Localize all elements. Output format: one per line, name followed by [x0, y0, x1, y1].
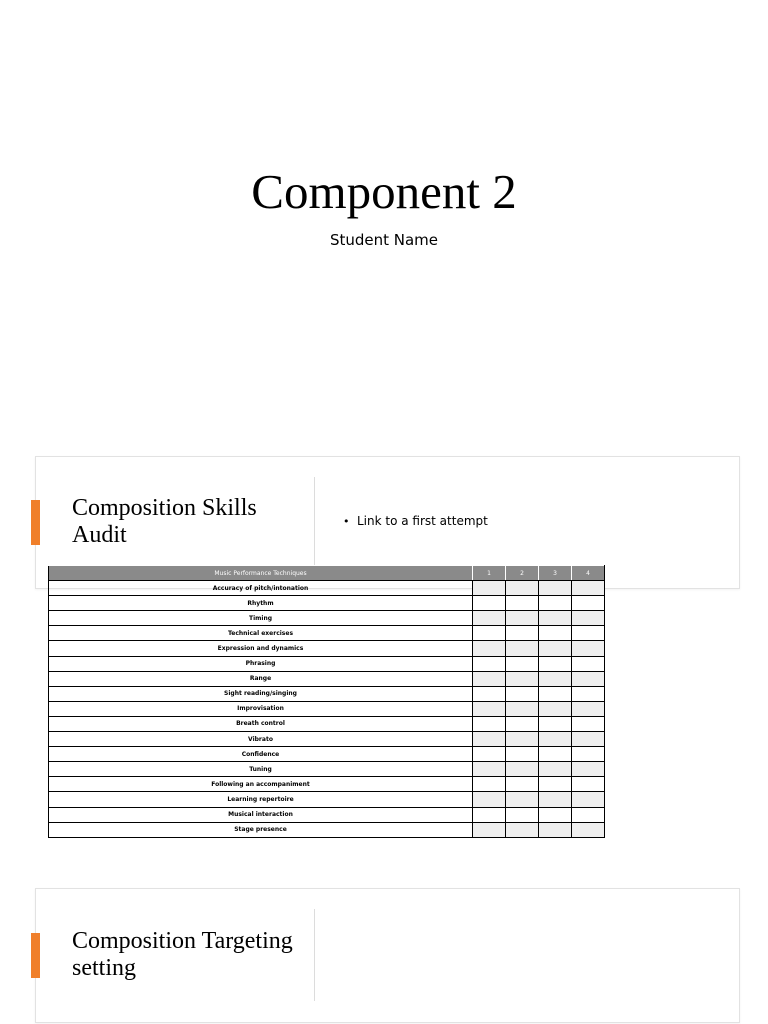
skills-audit-heading: Composition Skills Audit — [72, 495, 257, 548]
score-cell-3[interactable] — [539, 701, 572, 716]
technique-label: Rhythm — [49, 596, 473, 611]
score-cell-4[interactable] — [572, 686, 605, 701]
score-cell-2[interactable] — [506, 596, 539, 611]
score-cell-2[interactable] — [506, 701, 539, 716]
target-setting-slide — [35, 888, 740, 1023]
table-row — [49, 792, 605, 807]
table-row — [49, 656, 605, 671]
technique-label: Sight reading/singing — [49, 686, 473, 701]
table-row — [49, 777, 605, 792]
table-row — [49, 611, 605, 626]
table-row — [49, 762, 605, 777]
score-cell-3[interactable] — [539, 822, 572, 837]
table-row — [49, 686, 605, 701]
technique-label: Accuracy of pitch/intonation — [49, 581, 473, 596]
table-row — [49, 716, 605, 731]
table-header-score-1: 1 — [473, 566, 506, 581]
table-header-row — [49, 566, 605, 581]
score-cell-3[interactable] — [539, 732, 572, 747]
table-row — [49, 626, 605, 641]
accent-bar — [31, 500, 40, 545]
score-cell-4[interactable] — [572, 656, 605, 671]
score-cell-2[interactable] — [506, 581, 539, 596]
table-header-score-4: 4 — [572, 566, 605, 581]
score-cell-4[interactable] — [572, 822, 605, 837]
technique-label: Phrasing — [49, 656, 473, 671]
score-cell-1[interactable] — [473, 777, 506, 792]
bullet-list — [343, 513, 488, 530]
table-header-score-3: 3 — [539, 566, 572, 581]
score-cell-1[interactable] — [473, 762, 506, 777]
score-cell-4[interactable] — [572, 641, 605, 656]
score-cell-3[interactable] — [539, 641, 572, 656]
skills-audit-table — [48, 565, 605, 838]
slide-divider — [314, 909, 315, 1001]
bullet-first-attempt-link[interactable] — [343, 513, 488, 530]
score-cell-2[interactable] — [506, 716, 539, 731]
score-cell-4[interactable] — [572, 701, 605, 716]
score-cell-3[interactable] — [539, 807, 572, 822]
bullet-text: Link to a first attempt — [357, 514, 488, 528]
score-cell-1[interactable] — [473, 792, 506, 807]
score-cell-4[interactable] — [572, 762, 605, 777]
table-row — [49, 641, 605, 656]
score-cell-2[interactable] — [506, 822, 539, 837]
technique-label: Stage presence — [49, 822, 473, 837]
target-setting-heading: Composition Targeting setting — [72, 928, 293, 981]
score-cell-3[interactable] — [539, 747, 572, 762]
score-cell-1[interactable] — [473, 611, 506, 626]
technique-label: Improvisation — [49, 701, 473, 716]
score-cell-3[interactable] — [539, 686, 572, 701]
score-cell-2[interactable] — [506, 611, 539, 626]
score-cell-2[interactable] — [506, 792, 539, 807]
score-cell-4[interactable] — [572, 732, 605, 747]
technique-label: Range — [49, 671, 473, 686]
score-cell-2[interactable] — [506, 807, 539, 822]
slide-divider — [314, 477, 315, 572]
technique-label: Learning repertoire — [49, 792, 473, 807]
score-cell-3[interactable] — [539, 581, 572, 596]
score-cell-3[interactable] — [539, 792, 572, 807]
score-cell-1[interactable] — [473, 822, 506, 837]
table-row — [49, 581, 605, 596]
score-cell-1[interactable] — [473, 732, 506, 747]
table-row — [49, 807, 605, 822]
score-cell-3[interactable] — [539, 626, 572, 641]
score-cell-2[interactable] — [506, 641, 539, 656]
score-cell-2[interactable] — [506, 732, 539, 747]
score-cell-4[interactable] — [572, 807, 605, 822]
title-slide — [0, 0, 768, 440]
technique-label: Expression and dynamics — [49, 641, 473, 656]
table-row — [49, 747, 605, 762]
score-cell-2[interactable] — [506, 656, 539, 671]
technique-label: Technical exercises — [49, 626, 473, 641]
score-cell-4[interactable] — [572, 671, 605, 686]
score-cell-2[interactable] — [506, 777, 539, 792]
table-header-techniques: Music Performance Techniques — [49, 566, 473, 581]
technique-label: Vibrato — [49, 732, 473, 747]
score-cell-2[interactable] — [506, 626, 539, 641]
score-cell-2[interactable] — [506, 671, 539, 686]
table-row — [49, 701, 605, 716]
technique-label: Breath control — [49, 716, 473, 731]
accent-bar — [31, 933, 40, 978]
score-cell-1[interactable] — [473, 581, 506, 596]
score-cell-1[interactable] — [473, 701, 506, 716]
score-cell-4[interactable] — [572, 611, 605, 626]
technique-label: Musical interaction — [49, 807, 473, 822]
score-cell-1[interactable] — [473, 716, 506, 731]
score-cell-3[interactable] — [539, 777, 572, 792]
score-cell-4[interactable] — [572, 626, 605, 641]
table-body — [49, 581, 605, 838]
score-cell-3[interactable] — [539, 716, 572, 731]
score-cell-4[interactable] — [572, 596, 605, 611]
table-row — [49, 732, 605, 747]
score-cell-3[interactable] — [539, 656, 572, 671]
score-cell-1[interactable] — [473, 656, 506, 671]
technique-label: Tuning — [49, 762, 473, 777]
score-cell-1[interactable] — [473, 686, 506, 701]
student-name-subtitle: Student Name — [329, 231, 439, 249]
score-cell-3[interactable] — [539, 611, 572, 626]
technique-label: Timing — [49, 611, 473, 626]
technique-label: Confidence — [49, 747, 473, 762]
score-cell-1[interactable] — [473, 807, 506, 822]
score-cell-4[interactable] — [572, 716, 605, 731]
score-cell-1[interactable] — [473, 747, 506, 762]
score-cell-2[interactable] — [506, 686, 539, 701]
score-cell-1[interactable] — [473, 626, 506, 641]
score-cell-4[interactable] — [572, 581, 605, 596]
score-cell-1[interactable] — [473, 641, 506, 656]
score-cell-4[interactable] — [572, 777, 605, 792]
technique-label: Following an accompaniment — [49, 777, 473, 792]
score-cell-1[interactable] — [473, 596, 506, 611]
table-row — [49, 671, 605, 686]
table-row — [49, 822, 605, 837]
score-cell-3[interactable] — [539, 671, 572, 686]
score-cell-4[interactable] — [572, 792, 605, 807]
table-row — [49, 596, 605, 611]
score-cell-1[interactable] — [473, 671, 506, 686]
score-cell-2[interactable] — [506, 762, 539, 777]
score-cell-3[interactable] — [539, 596, 572, 611]
table-header-score-2: 2 — [506, 566, 539, 581]
page-title: Component 2 — [251, 164, 517, 219]
score-cell-2[interactable] — [506, 747, 539, 762]
score-cell-4[interactable] — [572, 747, 605, 762]
score-cell-3[interactable] — [539, 762, 572, 777]
